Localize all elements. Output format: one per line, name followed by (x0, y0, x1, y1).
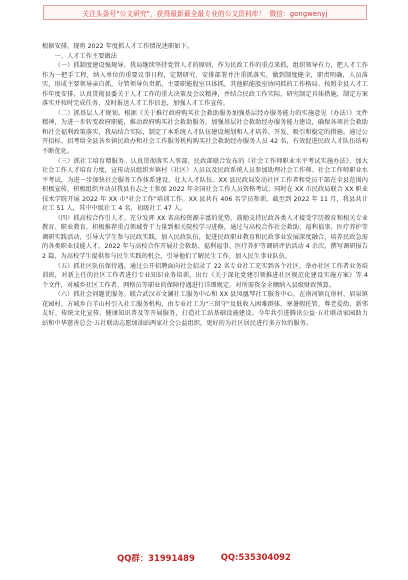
footer-contact (0, 552, 408, 568)
header-wechat-text: 微信：gongwenyj (269, 9, 328, 18)
paragraph-community: （五）抓社区队伍保待遇。通过公开招聘面向社会招录了 22 名专业社工充实到各个社区，举办社区工作者业务培训班，对新上任的社区工作者进行专业知识业务培训，出台《关于深化党建引领推进社区规范化建设实施方案》等 4 个文件，对城乡社区工作者、网格员等职业的保障待遇进行详细规定。对所需资金全额纳入县级财政预算。 (42, 262, 368, 289)
document-body (42, 42, 368, 328)
footer-qq-group: QQ群：31991489 (117, 553, 195, 563)
header-promo-text: 关注头条号"公文研究"，获得最新最全最专业的公文资料库！ (82, 9, 266, 18)
header-banner (43, 5, 367, 20)
paragraph-system: （一）抓制度建设强规导。我局继续坚持党管人才的原则，作为民政工作的重点来抓，组织领导有力，把人才工作作为一把手工程，纳入单位的重要议事日程，定期研究、安排部署并注重抓落实，做到制度健全，职责明确，人员落实，形成主要领导亲自抓，分管领导负责抓，主要职能股室具体抓，其他职能股室协同抓的工作格局。按照全县人才工作年度安排，认真贯彻县委关于人才工作的重大决策及会议精神，并结合民政工作实际，研究制定具体措施，制定方案落实并按时完成任务，及时报送人才工作信息，加强人才工作宣传。 (42, 62, 368, 108)
paragraph-social-work: （三）抓社工培育增服务。认真贯彻落实人事部、民政部联合发布的《社会工作师职业水平考试实施办法》，加大社会工作人才培育力度，宣传动员组织乡镇村（社区）人员以及民政系统人员参加助理社会工作师、社会工作师职业水平考试，为进一步加快社会服务工作体系建设，壮大人才队伍。XX 县民政局发动社区工作者和党员干部在全县范围内积极宣传，积极组织并动员我县有志之士参加 2022 年全国社会工作人员资格考试；同时在 XX 市民政局联合 XX 职业技术学院开展 2022 年 XX 市"社会工作"培训工作。XX 县共有 406 名学员参训，截至到 2022 年 11 月，我县共计社工 51 人，其中中级社工 4 名，初级社工 47 人。 (42, 157, 368, 213)
paragraph-service: （六）抓社会问题优服务。联合武汉市文澜社工服务中心和 XX 县凤凰琴社工服务中心，在南河镇瓦房村、眉泉镇花园村、方城乡白羊山村引入社工服务机构，由专业社工为"三留守"及低收入困难群体、寒暑假托管、尊老爱幼、新邻友好、传统文化宣传、健康知识普及等开展服务，打造社工站基础设施建设。今年共引进腾讯公益·五社联动家园助力站和中华慈善总会·五社联动志愿加油站两家社会公益组织，更好的为社区居民进行多方位的服务。 (42, 291, 368, 327)
paragraph-university: （四）抓高校合作引人才。充分发挥 XX 省高校资源丰富的优势，鼓励支持民政各类人才接受学历教育和相关专业教育、职业教育，积极推荐重点领域骨干力量到相关院校学习进修，通过与高校合作社会救助、福利福事、医疗养护等调研实践活动，引导大学生参与民政实践，加入民政队伍，促进民政职业教育和民政事业发展深度融合，培养民政急需的各类职业技能人才。2022 年与高校合作开展社会救助、福利福事、医疗养护等调研评估活动 4 余次，撰写调研报告 2 篇，为高校学生提供参与民生实践的机会，引导他们了解民生工作，加入民生事业队伍。 (42, 214, 368, 261)
intro-paragraph: 根据安排，现将 2022 年度抓人才工作情况述职如下。 (42, 43, 193, 50)
footer-qq: QQ:535304092 (220, 552, 291, 562)
section-heading: 一、人才工作主要做法 (54, 52, 117, 60)
paragraph-grassroots: （二）抓基层人才规划。根据《关于推行政府购买社会救助服务加强基层经办服务能力的实施意见（办法）》文件精神，为进一步转变政府职能，推动政府购买社会救助服务，加强基层社会救助经办服务能力建设，确保各项社会救助和社会福利政策落实，我局结合实际，制定了本系统人才队伍建设规划和人才培养、开发、吸引和稳定的措施。通过公开招标、招考给全县各乡镇民政办和社会工作服务机构购买社会救助经办服务人员 42 名，有效促进民政人才队伍结构不断优化。 (42, 109, 368, 156)
